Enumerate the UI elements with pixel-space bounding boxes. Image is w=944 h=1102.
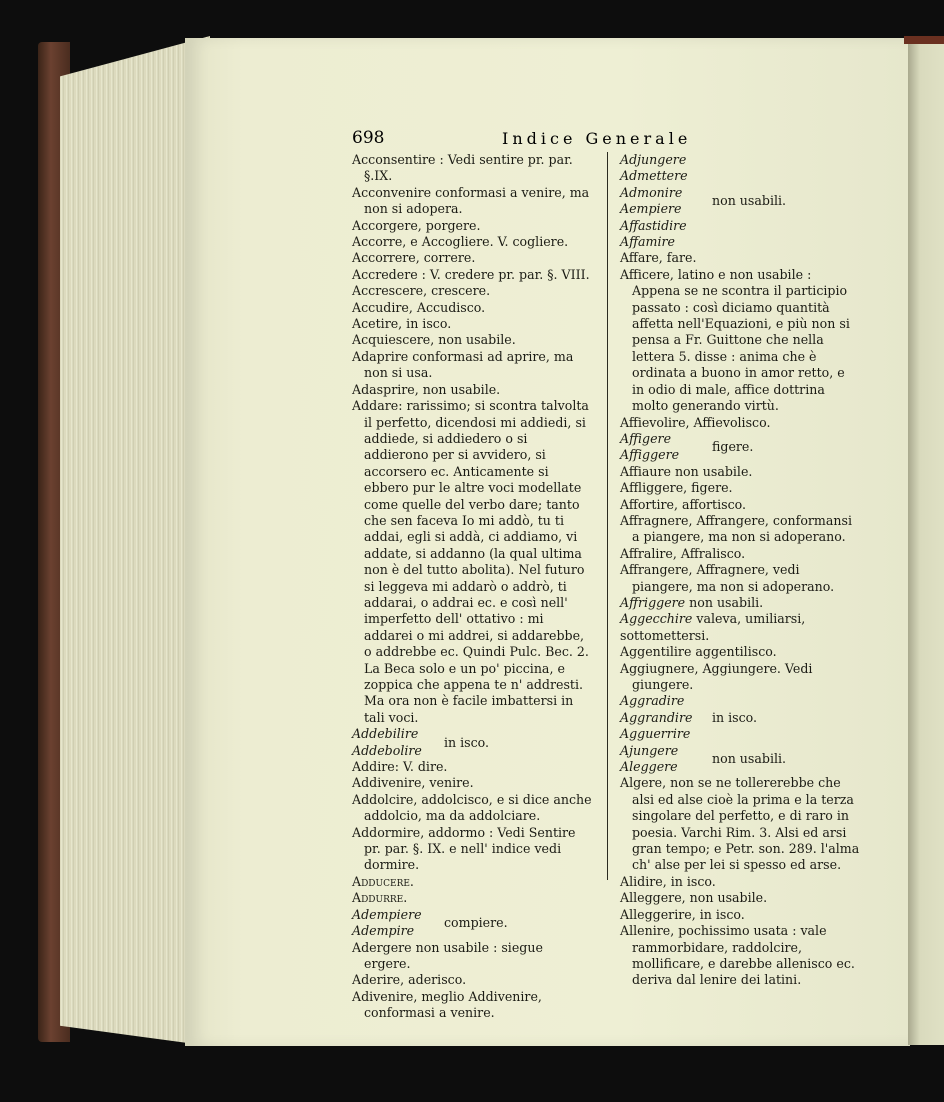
entry: Acetire, in isco. [352,316,452,332]
bracket-note: figere. [712,439,754,455]
headword: Addebilire [352,726,419,742]
entry: Affievolire, Affievolisco. [620,414,771,430]
headword: Admonire [620,184,683,200]
entry: Alidire, in isco. [620,873,716,889]
column-divider [607,152,608,880]
bracket-group [620,595,860,644]
entry: Adasprire, non usabile. [352,381,501,397]
headword: Affigere [620,430,672,446]
entry: Aggiugnere, Aggiungere. Vedi giungere. [620,660,813,692]
headword: Admettere [620,168,688,184]
headword: Agguerrire [620,726,691,742]
spine-headband [904,36,944,44]
bracket-note: valeva, umiliarsi, sottomettersi. [620,611,806,643]
bracket-note: in isco. [444,734,490,750]
entry: Aggentilire aggentilisco. [620,644,777,660]
headword: Adempiere [352,906,422,922]
entry: Accredere : V. credere pr. par. §. VIII. [352,266,590,282]
bracket-note: non usabili. [712,193,787,209]
bracket-note: non usabili. [712,750,787,766]
entry: Affralire, Affralisco. [620,545,746,561]
entry: Accorgere, porgere. [352,217,481,233]
entry: Acquiescere, non usabile. [352,332,516,348]
entry: Alleggerire, in isco. [620,906,745,922]
headword: Adjungere [620,152,687,167]
entry: Affiaure non usabile. [620,463,753,479]
right-column [620,152,860,989]
bracket-note: non usabili. [689,594,764,610]
entry-addare: Addare: rarissimo; si scontra talvolta il perfetto, dicendosi mi addiedi, si addiede, si addiedero o si addierono per si avvidero, si accorsero ec. Anticamente si ebbero pur le altre voci modellate come quelle del verbo dare; tanto che sen faceva Io mi addò, tu ti addai, egli si addà, ci addiamo, vi addate, si addanno (la qual ultima non è del tutto abolita). Nel futuro si leggeva mi addarò o addrò, ti addarai, o addrai ec. e così nell' imperfetto dell' ottativo : mi addarei o mi addrei, si addarebbe, o addrebbe ec. Quindi Pulc. Bec. 2. La Beca solo e un po' piccina, e zoppica che appena te n' addresti. Ma ora non è facile imbattersi in tali voci. [352,398,589,725]
headword: Affamire [620,234,675,250]
headword: Affastidire [620,217,687,233]
bracket-group [620,152,860,250]
entry: Addivenire, venire. [352,775,474,791]
entry: Adergere non usabile : siegue ergere. [352,939,543,971]
entry: Adaprire conformasi ad aprire, ma non si usa. [352,348,574,381]
entry: Addolcire, addolcisco, e si dice anche addolcio, ma da addolciare. [352,791,592,824]
headword [620,611,860,644]
entry: Alleggere, non usabile. [620,890,768,906]
headword: Affiggere [620,447,680,463]
headword: Ajungere [620,742,679,758]
entry: Adducere. [352,873,414,889]
entry: Affrangere, Affragnere, vedi piangere, ma non si adoperano. [620,562,835,594]
facing-page-edge [908,40,944,1045]
entry: Allenire, pochissimo usata : vale rammorbidare, raddolcire, mollificare, e darebbe allenisco ec. deriva dal lenire dei latini. [620,923,855,988]
headword [620,595,860,611]
running-title: Indice Generale [502,129,692,148]
bracket-group [620,431,860,464]
headword: Aggrandire [620,709,693,725]
bracket-group [620,693,860,742]
left-column [352,152,592,1022]
entry: Accudire, Accudisco. [352,299,486,315]
entry-afficere: Afficere, latino e non usabile : Appena se ne scontra il participio passato : così diciamo quantità affetta nell'Equazioni, e più non si pensa a Fr. Guittone che nella lettera 5. disse : anima che è ordinata a buono in amor retto, e in odio di male, affice dottrina molto generando virtù. [620,266,850,414]
page-header [352,128,702,150]
entry: Addire: V. dire. [352,759,448,775]
entry: Affragnere, Affrangere, conformansi a piangere, ma non si adoperano. [620,512,852,545]
entry: Aderire, aderisco. [352,972,467,988]
entry: Acconsentire : Vedi sentire pr. par. §.IX. [352,152,573,184]
entry: Affortire, affortisco. [620,496,747,512]
entry: Accorre, e Accogliere. V. cogliere. [352,234,569,250]
bracket-note: compiere. [444,914,508,930]
bracket-note: in isco. [712,709,758,725]
entry: Addurre. [352,890,408,906]
entry: Adivenire, meglio Addivenire, conformasi a venire. [352,988,542,1021]
entry: Affliggere, figere. [620,480,733,496]
headword: Aleggere [620,759,678,775]
page-number: 698 [352,128,385,148]
entry: Acconvenire conformasi a venire, ma non si adopera. [352,184,590,217]
bracket-group [352,907,592,940]
entry: Affare, fare. [620,250,697,266]
entry: Addormire, addormo : Vedi Sentire pr. par. §. IX. e nell' indice vedi dormire. [352,824,576,873]
headword: Addebolire [352,742,422,758]
bracket-group [620,743,860,776]
entry: Accrescere, crescere. [352,283,491,299]
entry: Accorrere, correre. [352,250,476,266]
headword: Adempire [352,923,415,939]
headword-text: Affriggere [620,594,686,610]
entry-algere: Algere, non se ne tollererebbe che alsi ed alse cioè la prima e la terza singolare del perfetto, e di raro in poesia. Varchi Rim. 3. Alsi ed arsi gran tempo; e Petr. son. 289. l'alma ch' alse per lei si spesso ed arse. [620,775,860,873]
headword: Aempiere [620,201,682,217]
headword-text: Aggecchire [620,611,693,627]
bracket-group [352,726,592,759]
headword: Aggradire [620,693,685,709]
